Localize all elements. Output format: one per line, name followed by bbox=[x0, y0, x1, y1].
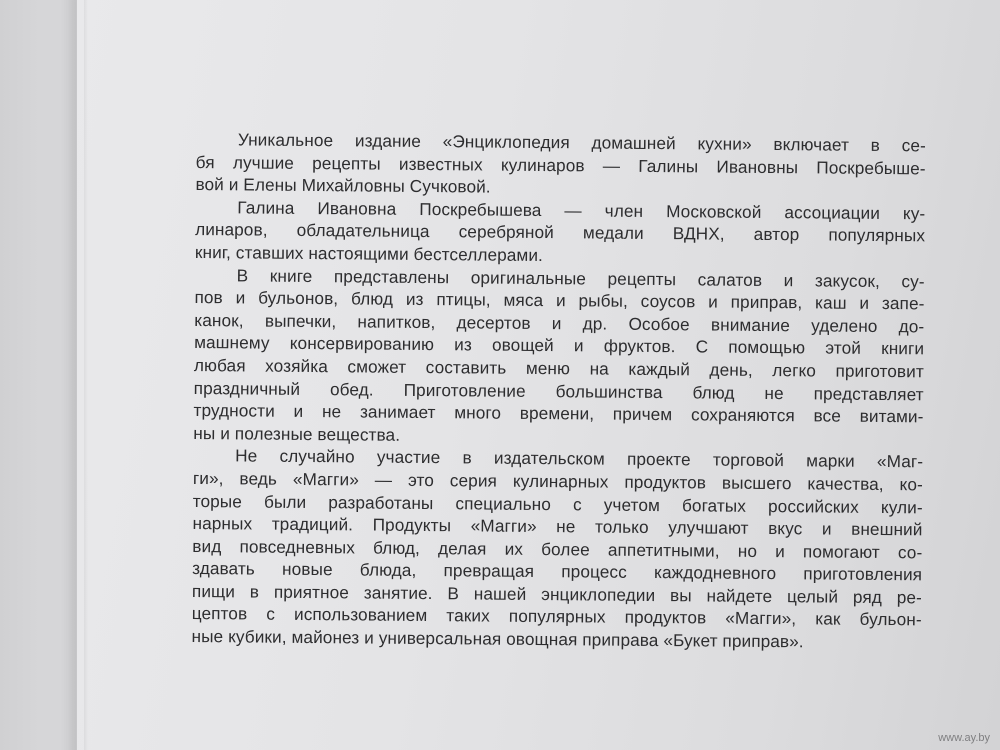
watermark: www.ay.by bbox=[938, 732, 990, 744]
text-line: канок, выпечки, напитков, десертов и др. Особое внимание уделено до- bbox=[194, 309, 925, 337]
paragraph-4 bbox=[191, 444, 923, 654]
text-line: цептов с использованием таких популярных продуктов «Магги», как бульон- bbox=[191, 603, 922, 630]
text-line: машнему консервированию из овощей и фруктов. С помощью этой книги bbox=[194, 332, 925, 359]
paragraph-2 bbox=[195, 196, 926, 270]
paragraph-3 bbox=[193, 264, 925, 451]
text-line: нарных традиций. Продукты «Магги» не только улучшают вкус и внешний bbox=[192, 513, 923, 540]
text-line: ные кубики, майонез и универсальная овощная приправа «Букет приправ». bbox=[191, 626, 804, 652]
text-line: праздничный обед. Приготовление большинства блюд не представляет bbox=[193, 377, 924, 404]
text-line: любая хозяйка сможет составить меню на каждый день, легко приготовит bbox=[193, 354, 924, 382]
text-line: ны и полезные вещества. bbox=[193, 422, 401, 445]
text-line: Галина Ивановна Поскребышева — член Московской ассоциации ку- bbox=[237, 197, 926, 224]
page-text bbox=[191, 128, 926, 654]
text-line: книг, ставших настоящими бестселлерами. bbox=[194, 241, 544, 266]
text-line: пищи в приятное занятие. В нашей энциклопедии вы найдете целый ряд ре- bbox=[191, 580, 923, 608]
page-edge-shadow bbox=[84, 0, 88, 750]
text-line: Не случайно участие в издательском проекте торговой марки «Маг- bbox=[235, 445, 924, 472]
text-line: ги», ведь «Магги» — это серия кулинарных продуктов высшего качества, ко- bbox=[192, 467, 924, 495]
paragraph-1 bbox=[195, 128, 926, 202]
text-line: Уникальное издание «Энциклопедия домашней кухни» включает в се- bbox=[237, 129, 926, 156]
text-line: линаров, обладательница серебряной медали ВДНХ, автор популярных bbox=[195, 219, 926, 246]
text-line: торые были разработаны специально с учетом богатых российских кули- bbox=[192, 490, 923, 517]
text-line: трудности и не занимает много времени, причем сохраняются все витами- bbox=[193, 400, 924, 427]
text-line: вой и Елены Михайловны Сучковой. bbox=[195, 174, 491, 197]
text-line: бя лучшие рецепты известных кулинаров — Галины Ивановны Поскребыше- bbox=[195, 151, 926, 178]
text-line: вид повседневных блюд, делая их более аппетитными, но и помогают со- bbox=[192, 535, 923, 563]
text-line: В книге представлены оригинальные рецепты салатов и закусок, су- bbox=[236, 264, 925, 291]
text-line: здавать новые блюда, превращая процесс каждодневного приготовления bbox=[192, 558, 923, 585]
text-line: пов и бульонов, блюд из птицы, мяса и рыбы, соусов и приправ, каш и запе- bbox=[194, 287, 925, 314]
